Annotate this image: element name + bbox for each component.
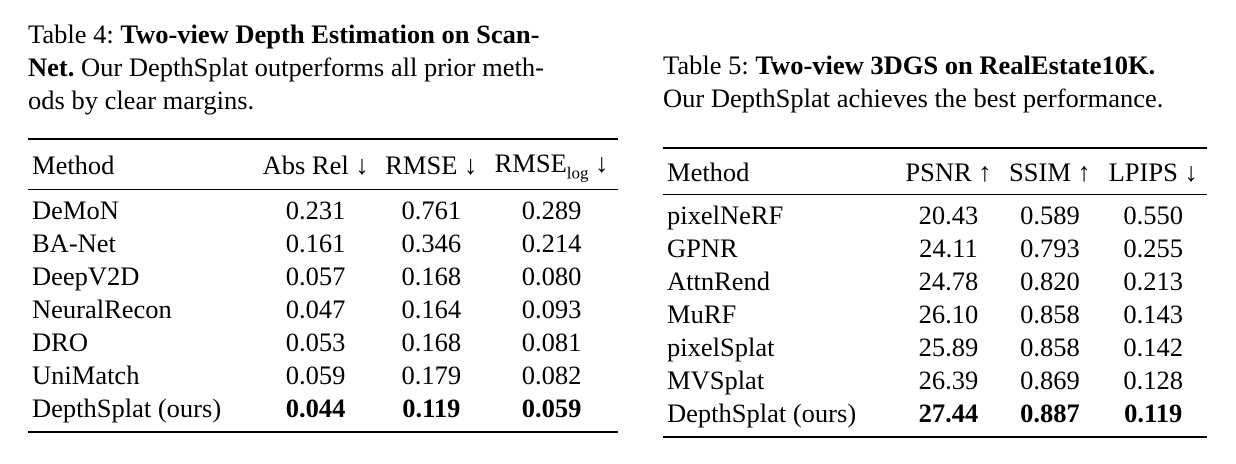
table-row: [663, 265, 1207, 298]
cell-absrel: 0.059: [285, 360, 346, 391]
cell-lpips: 0.143: [1123, 299, 1183, 329]
cell-absrel: 0.161: [285, 228, 346, 259]
cell-psnr: 24.78: [918, 266, 979, 296]
depth-estimation-table: [28, 138, 618, 433]
cell-rmse: 0.346: [401, 228, 462, 259]
col-header-rmse: RMSE ↓: [385, 150, 478, 181]
table-row: [663, 364, 1207, 397]
cell-lpips: 0.550: [1123, 200, 1183, 230]
col-header-psnr: PSNR ↑: [905, 157, 992, 187]
3dgs-table: [663, 147, 1207, 438]
cell-lpips: 0.119: [1124, 398, 1183, 428]
col-header-rmse-log: $RMSE_{log}$ ↓: [494, 148, 609, 183]
cell-psnr: 26.39: [918, 365, 979, 395]
cell-method: pixelNeRF: [667, 200, 784, 230]
cell-ssim: 0.793: [1020, 233, 1080, 263]
cell-ssim: 0.858: [1020, 299, 1080, 329]
cell-ssim: 0.869: [1020, 365, 1080, 395]
caption-label: Table 5:: [663, 50, 749, 80]
cell-method: DepthSplat (ours): [32, 393, 222, 424]
cell-psnr: 26.10: [918, 299, 979, 329]
cell-rmselog: 0.081: [521, 327, 582, 358]
cell-rmse: 0.164: [401, 294, 462, 325]
col-header-method: Method: [32, 150, 115, 181]
cell-lpips: 0.255: [1123, 233, 1183, 263]
cell-psnr: 27.44: [918, 398, 979, 428]
table-header-row: [28, 139, 618, 190]
table-row: [28, 359, 618, 392]
cell-rmselog: 0.080: [521, 261, 582, 292]
cell-ssim: 0.858: [1020, 332, 1080, 362]
table-header-row: [663, 148, 1207, 195]
cell-method: UniMatch: [32, 360, 140, 391]
cell-psnr: 25.89: [918, 332, 979, 362]
caption-title: Two-view 3DGS on RealEstate10K.: [755, 50, 1156, 80]
caption-title: Two-view Depth Estimation on Scan-: [120, 19, 540, 49]
caption-text: Our DepthSplat outperforms all prior meth-: [80, 52, 544, 82]
cell-psnr: 20.43: [918, 200, 979, 230]
cell-ssim: 0.887: [1020, 398, 1080, 428]
table-row: [28, 190, 618, 228]
cell-method: DeepV2D: [32, 261, 140, 292]
cell-rmselog: 0.093: [521, 294, 582, 325]
table-row: [663, 195, 1207, 233]
caption-label: Table 4:: [28, 19, 114, 49]
table-row: [663, 232, 1207, 265]
caption-text: Our DepthSplat achieves the best performance.: [663, 83, 1164, 113]
cell-absrel: 0.057: [285, 261, 346, 292]
cell-absrel: 0.047: [285, 294, 346, 325]
cell-method: DeMoN: [32, 195, 119, 226]
cell-method: BA-Net: [32, 228, 116, 259]
cell-method: MVSplat: [667, 365, 765, 395]
cell-rmselog: 0.059: [521, 393, 582, 424]
col-header-abs-rel: Abs Rel ↓: [262, 150, 369, 181]
cell-rmselog: 0.214: [521, 228, 582, 259]
table-5-caption: [663, 49, 1231, 121]
cell-rmse: 0.119: [402, 393, 461, 424]
cell-psnr: 24.11: [919, 233, 978, 263]
cell-method: DRO: [32, 327, 88, 358]
caption-title: Net.: [28, 52, 75, 82]
table-row: [28, 392, 618, 432]
table-row: [663, 397, 1207, 437]
cell-rmse: 0.179: [401, 360, 462, 391]
cell-ssim: 0.589: [1020, 200, 1080, 230]
cell-method: DepthSplat (ours): [667, 398, 857, 428]
col-header-lpips: LPIPS ↓: [1108, 157, 1198, 187]
table-row: [28, 227, 618, 260]
table-4-block: [28, 18, 620, 433]
cell-rmselog: 0.289: [521, 195, 582, 226]
table-row: [663, 331, 1207, 364]
cell-ssim: 0.820: [1020, 266, 1080, 296]
col-header-method: Method: [667, 157, 750, 187]
cell-rmse: 0.168: [401, 327, 462, 358]
cell-lpips: 0.213: [1123, 266, 1183, 296]
cell-method: NeuralRecon: [32, 294, 172, 325]
cell-lpips: 0.142: [1123, 332, 1183, 362]
cell-absrel: 0.231: [285, 195, 346, 226]
cell-method: pixelSplat: [667, 332, 775, 362]
cell-rmselog: 0.082: [521, 360, 582, 391]
caption-text: ods by clear margins.: [28, 85, 255, 115]
table-row: [663, 298, 1207, 331]
cell-method: MuRF: [667, 299, 737, 329]
cell-method: GPNR: [667, 233, 738, 263]
cell-rmse: 0.168: [401, 261, 462, 292]
col-header-ssim: SSIM ↑: [1009, 157, 1091, 187]
cell-absrel: 0.044: [285, 393, 346, 424]
cell-lpips: 0.128: [1123, 365, 1183, 395]
table-4-caption: [28, 18, 620, 126]
cell-rmse: 0.761: [401, 195, 462, 226]
cell-absrel: 0.053: [285, 327, 346, 358]
table-row: [28, 293, 618, 326]
table-5-block: [663, 49, 1231, 438]
cell-method: AttnRend: [667, 266, 771, 296]
table-row: [28, 326, 618, 359]
table-row: [28, 260, 618, 293]
